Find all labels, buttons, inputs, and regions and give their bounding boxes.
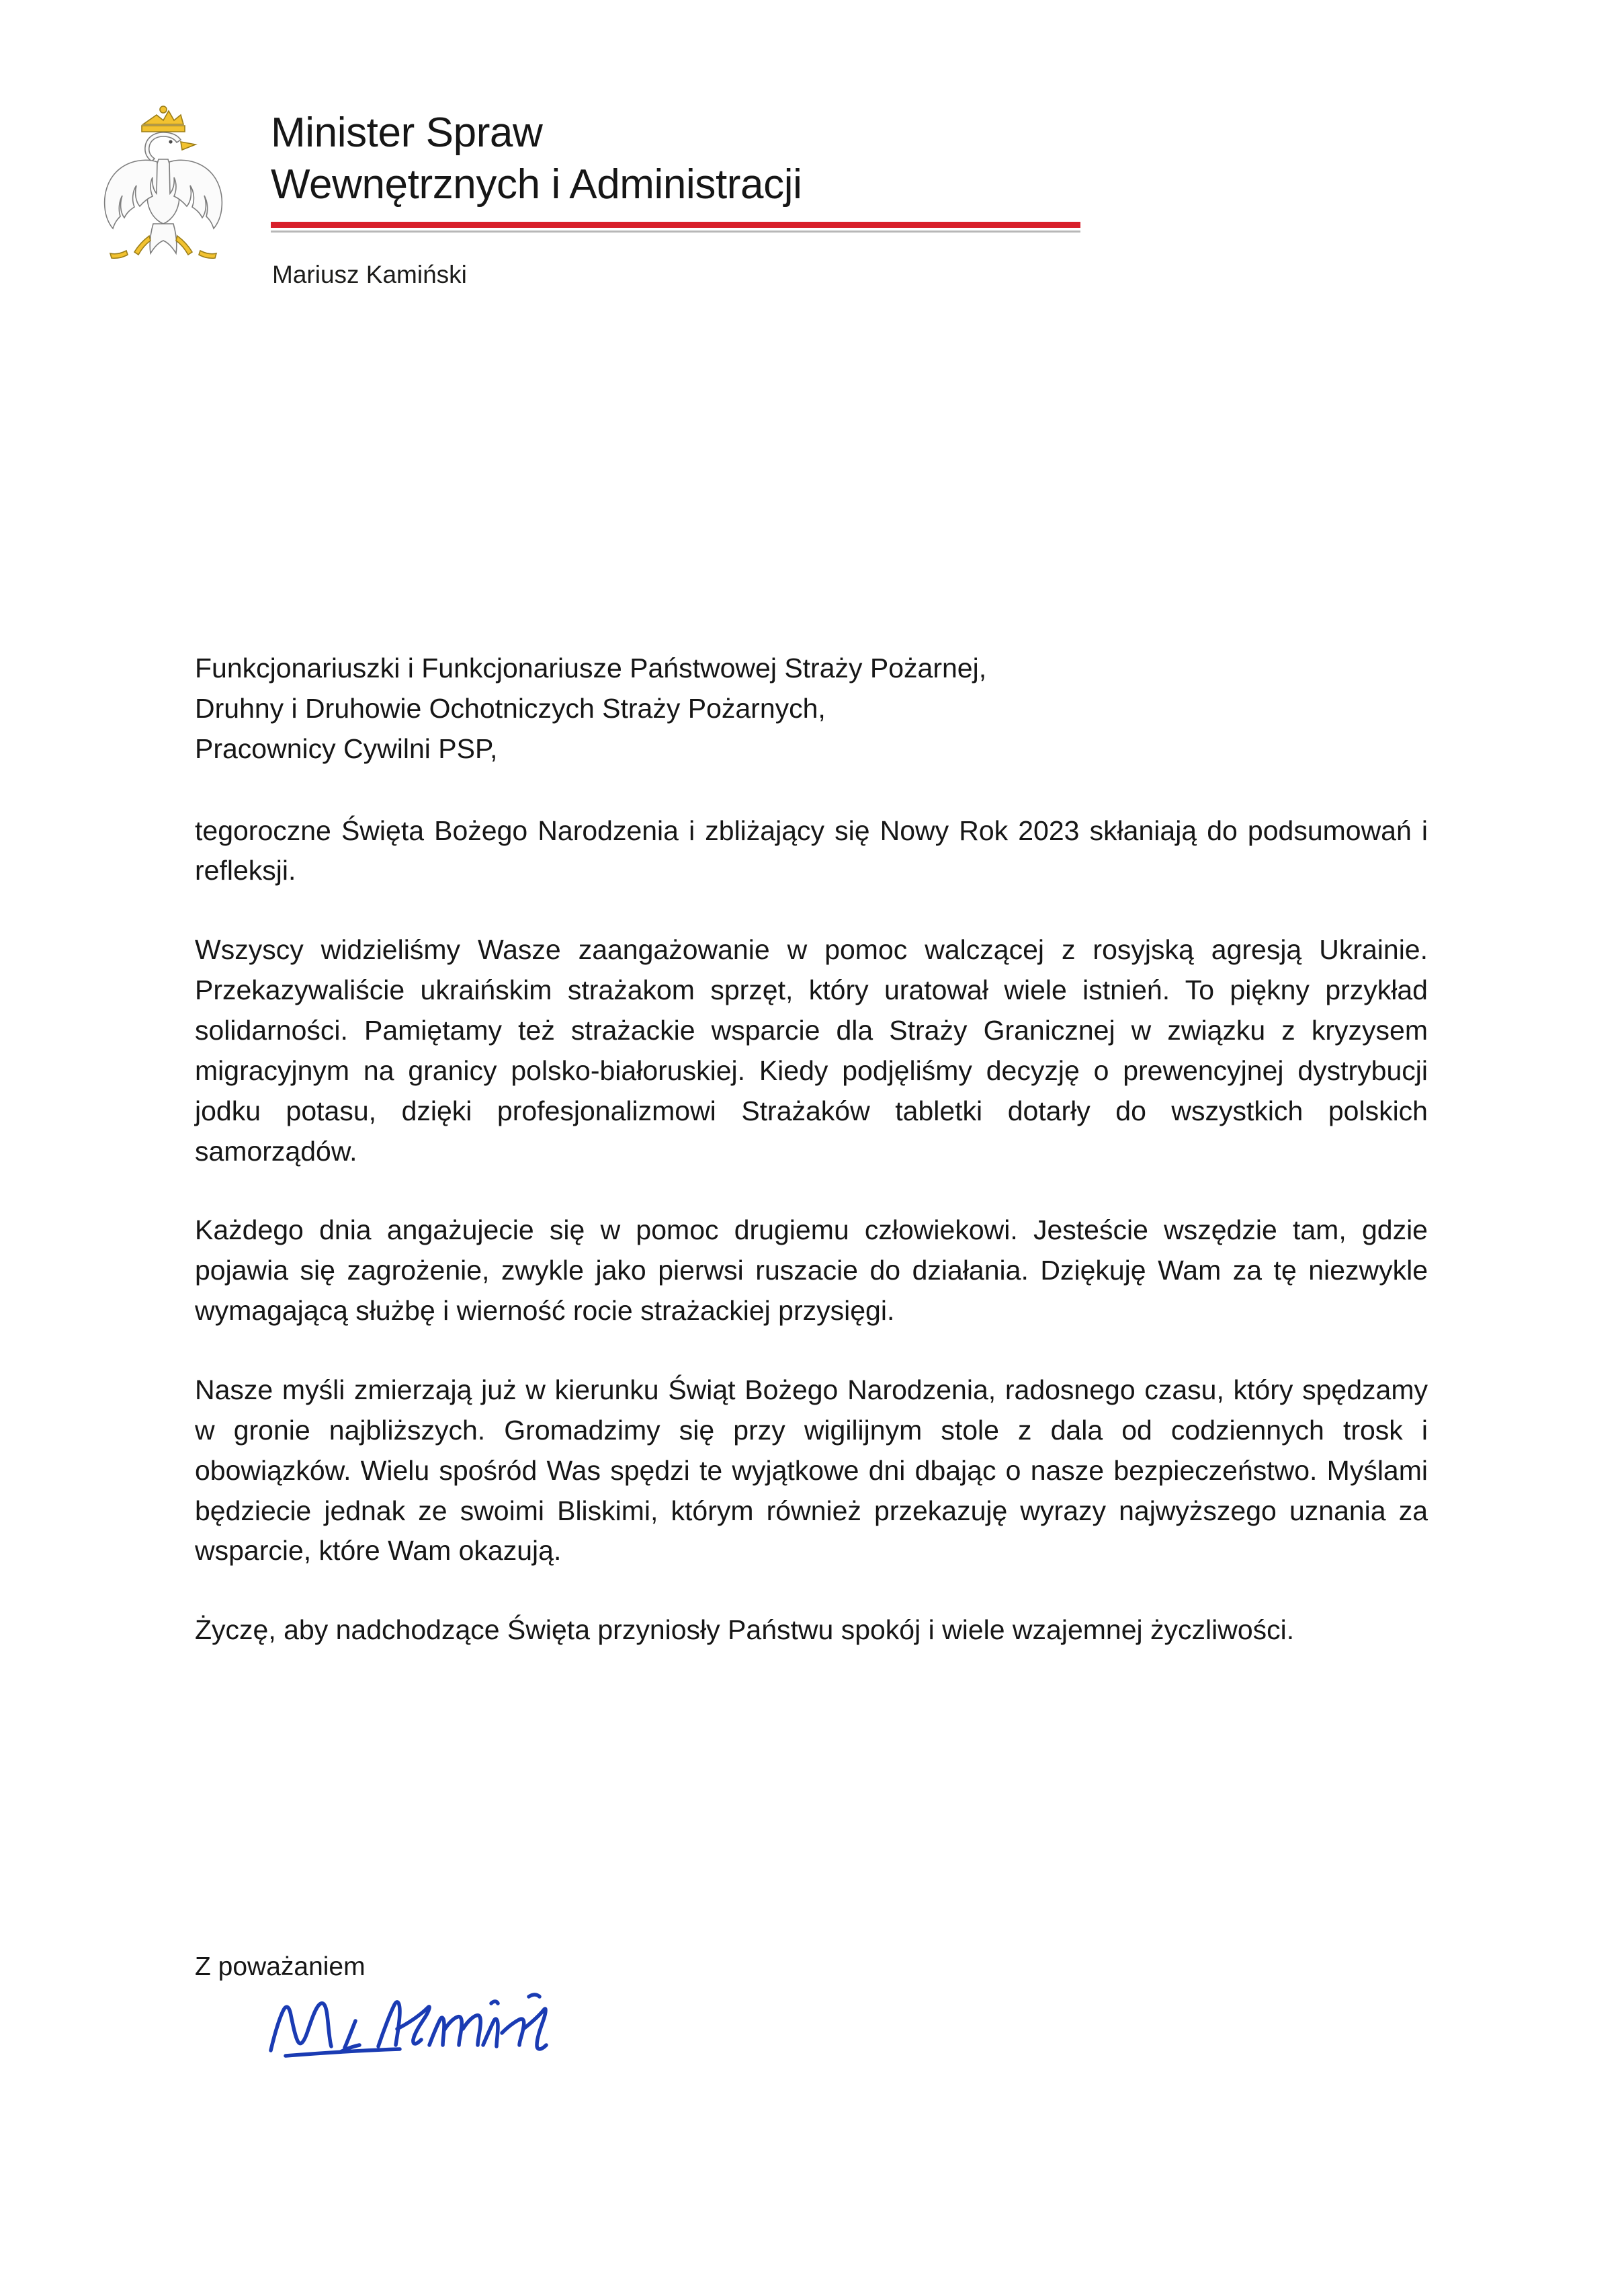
polish-eagle-emblem-icon [79,97,247,279]
divider-red-bar [271,222,1080,228]
letter-paragraph: Nasze myśli zmierzają już w kierunku Świąt Bożego Narodzenia, radosnego czasu, który spędzamy w gronie najbliższych. Gromadzimy się przy wigilijnym stole z dala od codziennych trosk i obowiązków. Wielu spośród Was spędzi te wyjątkowe dni dbając o nasze bezpieczeństwo. Myślami będziecie jednak ze swoimi Bliskimi, którym również przekazuję wyrazy najwyższego uznania za wsparcie, które Wam okazują. [195,1374,1428,1567]
letter-paragraph: tegoroczne Święta Bożego Narodzenia i zbliżający się Nowy Rok 2023 skłaniają do podsumowań i refleksji. [195,815,1428,886]
salutation [195,649,1428,770]
ministry-title [271,108,802,211]
header-divider [271,222,1080,233]
letterhead [79,87,1020,289]
letter-body [195,649,1428,1651]
letter-paragraph: Wszyscy widzieliśmy Wasze zaangażowanie w pomoc walczącej z rosyjską agresją Ukrainie. Przekazywaliście ukraińskim strażakom sprzęt, który uratował wiele istnień. To piękny przykład solidarności. Pamiętamy też strażackie wsparcie dla Straży Granicznej w związku z kryzysem migracyjnym na granicy polsko-białoruskiej. Kiedy podjęliśmy decyzję o prewencyjnej dystrybucji jodku potasu, dzięki profesjonalizmowi Strażaków tabletki dotarły do wszystkich polskich samorządów. [195,934,1428,1167]
letter-paragraph: Każdego dnia angażujecie się w pomoc drugiemu człowiekowi. Jesteście wszędzie tam, gdzie pojawia się zagrożenie, zwykle jako pierwsi ruszacie do działania. Dziękuję Wam za tę niezwykle wymagającą służbę i wierność rocie strażackiej przysięgi. [195,1214,1428,1327]
ministry-title-line1: Minister Spraw [271,110,543,156]
minister-name: Mariusz Kamiński [272,261,467,288]
salutation-line: Funkcjonariuszki i Funkcjonariusze Państwowej Straży Pożarnej, [195,653,987,683]
ministry-title-line2: Wewnętrznych i Administracji [271,161,802,208]
handwritten-signature [265,1986,628,2087]
letter-paragraph: Życzę, aby nadchodzące Święta przyniosły Państwu spokój i wiele wzajemnej życzliwości. [195,1614,1295,1646]
salutation-line: Pracownicy Cywilni PSP, [195,733,498,764]
closing-phrase: Z poważaniem [195,1952,366,1981]
salutation-line: Druhny i Druhowie Ochotniczych Straży Pożarnych, [195,692,826,724]
divider-grey-bar [271,231,1080,233]
